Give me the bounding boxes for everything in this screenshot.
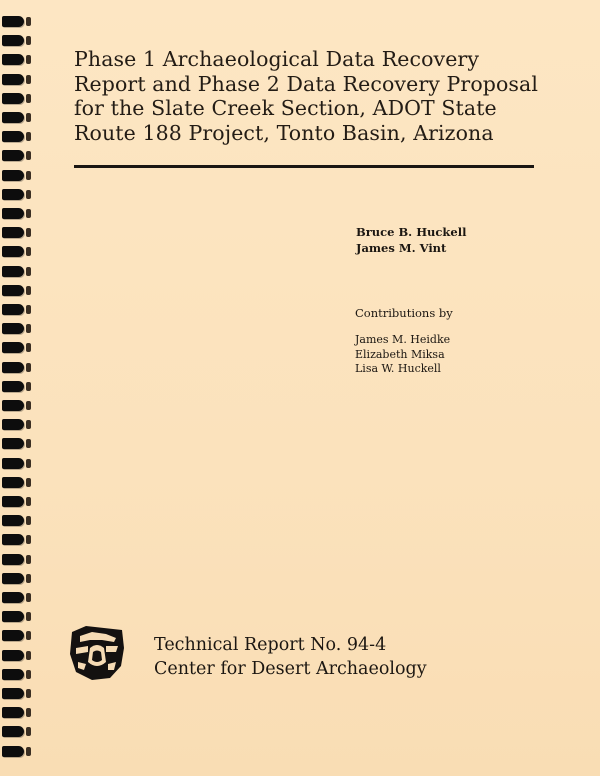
binding-coil	[2, 74, 24, 85]
contributor-name: James M. Heidke	[355, 333, 451, 346]
binding-coil	[2, 266, 24, 277]
binding-coil	[2, 189, 24, 200]
binding-coil	[2, 630, 24, 641]
binding-coil	[2, 150, 24, 161]
report-footer	[154, 633, 427, 681]
binding-coil	[2, 381, 24, 392]
binding-coil	[2, 112, 24, 123]
binding-coil	[2, 515, 24, 526]
binding-hole	[26, 228, 31, 237]
binding-hole	[26, 670, 31, 679]
binding-coil	[2, 93, 24, 104]
binding-coil	[2, 573, 24, 584]
report-title	[74, 47, 544, 145]
title-line-2: Report and Phase 2 Data Recovery Proposal	[74, 71, 539, 96]
binding-coil	[2, 477, 24, 488]
binding-hole	[26, 55, 31, 64]
binding-coil	[2, 534, 24, 545]
binding-hole	[26, 439, 31, 448]
binding-hole	[26, 171, 31, 180]
author-name: Bruce B. Huckell	[356, 225, 467, 239]
binding-hole	[26, 593, 31, 602]
title-divider	[74, 165, 534, 168]
binding-coil	[2, 285, 24, 296]
binding-coil	[2, 592, 24, 603]
binding-hole	[26, 478, 31, 487]
binding-hole	[26, 17, 31, 26]
binding-hole	[26, 631, 31, 640]
binding-coil	[2, 227, 24, 238]
binding-coil	[2, 554, 24, 565]
binding-hole	[26, 305, 31, 314]
binding-hole	[26, 459, 31, 468]
contributor-name: Elizabeth Miksa	[355, 347, 445, 361]
binding-hole	[26, 420, 31, 429]
binding-coil	[2, 419, 24, 430]
binding-hole	[26, 382, 31, 391]
binding-hole	[26, 727, 31, 736]
binding-hole	[26, 689, 31, 698]
binding-coil	[2, 400, 24, 411]
binding-hole	[26, 651, 31, 660]
binding-hole	[26, 516, 31, 525]
binding-hole	[26, 535, 31, 544]
binding-coil	[2, 438, 24, 449]
binding-coil	[2, 707, 24, 718]
binding-hole	[26, 555, 31, 564]
binding-hole	[26, 94, 31, 103]
center-for-desert-archaeology-logo-icon	[66, 622, 128, 684]
binding-hole	[26, 113, 31, 122]
binding-hole	[26, 612, 31, 621]
binding-hole	[26, 247, 31, 256]
binding-hole	[26, 286, 31, 295]
binding-hole	[26, 190, 31, 199]
binding-coil	[2, 342, 24, 353]
title-line-1: Phase 1 Archaeological Data Recovery	[74, 47, 480, 71]
binding-coil	[2, 35, 24, 46]
binding-hole	[26, 343, 31, 352]
spiral-binding	[0, 0, 34, 776]
binding-hole	[26, 324, 31, 333]
binding-hole	[26, 267, 31, 276]
binding-coil	[2, 131, 24, 142]
binding-coil	[2, 669, 24, 680]
binding-coil	[2, 304, 24, 315]
binding-coil	[2, 362, 24, 373]
binding-hole	[26, 151, 31, 160]
report-number: Technical Report No. 94-4	[154, 635, 387, 655]
binding-hole	[26, 209, 31, 218]
binding-hole	[26, 363, 31, 372]
binding-hole	[26, 36, 31, 45]
binding-coil	[2, 688, 24, 699]
binding-coil	[2, 54, 24, 65]
binding-hole	[26, 708, 31, 717]
binding-coil	[2, 170, 24, 181]
title-line-4: Route 188 Project, Tonto Basin, Arizona	[74, 120, 494, 145]
binding-coil	[2, 611, 24, 622]
binding-coil	[2, 208, 24, 219]
binding-coil	[2, 458, 24, 469]
binding-coil	[2, 726, 24, 737]
binding-coil	[2, 746, 24, 757]
contributors-block	[355, 333, 450, 377]
title-line-3: for the Slate Creek Section, ADOT State	[74, 96, 497, 120]
binding-hole	[26, 497, 31, 506]
binding-hole	[26, 132, 31, 141]
binding-hole	[26, 75, 31, 84]
binding-coil	[2, 496, 24, 507]
author-name: James M. Vint	[356, 241, 447, 255]
binding-coil	[2, 650, 24, 661]
binding-coil	[2, 16, 24, 27]
publisher-name: Center for Desert Archaeology	[154, 659, 427, 679]
binding-hole	[26, 747, 31, 756]
binding-hole	[26, 401, 31, 410]
binding-coil	[2, 323, 24, 334]
contributor-name: Lisa W. Huckell	[355, 362, 441, 375]
authors-block	[356, 224, 466, 256]
contributions-label: Contributions by	[355, 306, 453, 320]
binding-coil	[2, 246, 24, 257]
binding-hole	[26, 574, 31, 583]
